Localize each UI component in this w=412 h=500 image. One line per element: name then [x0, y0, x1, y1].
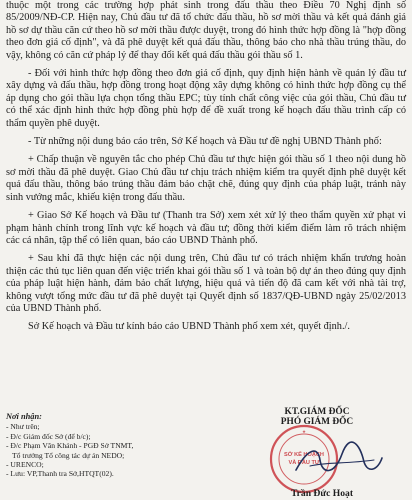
paragraph-6: + Sau khi đã thực hiện các nội dung trên, Chủ đầu tư có trách nhiệm khẩn trương hoàn thiện các thủ tục liên quan đến việc triển khai gói thầu số 1 và toàn bộ dự án theo đúng quy định của pháp luật hiện hành, đảm bảo chất lượng, hiệu quả và tiến độ đã cam kết với nhà tài trợ, không vượt tổng mức đầu tư đã phê duyệt tại Quyết định số 1837/QĐ-UBND ngày 25/02/2013 của UBND Thành phố. — [6, 253, 406, 314]
paragraph-2: - Đối với hình thức hợp đồng theo đơn giá cố định, quy định hiện hành về quản lý đầu tư xây dựng và đấu thầu, hợp đồng trong hoạt động xây dựng không có hình thức hợp đồng cụ thể áp dụng cho gói thầu lựa chọn tổng thầu EPC; tùy tính chất công việc của gói thầu, Chủ đầu tư có thể xác định hình thức hợp đồng phù hợp để đề xuất trong kế hoạch đấu thầu trình cấp có thẩm quyền phê duyệt. — [6, 68, 406, 129]
signer-name: Trần Đức Hoạt — [290, 488, 354, 499]
paragraph-5: + Giao Sở Kế hoạch và Đầu tư (Thanh tra Sở) xem xét xử lý theo thẩm quyền xử phạt vi phạm hành chính trong lĩnh vực kế hoạch và đầu tư; đồng thời kiểm điểm làm rõ trách nhiệm các cá nhân, tập thể có liên quan, báo cáo UBND Thành phố. — [6, 210, 406, 246]
signature-title-2: PHÓ GIÁM ĐỐC — [280, 417, 354, 428]
svg-text:SỞ KẾ HOẠCH: SỞ KẾ HOẠCH — [284, 452, 324, 458]
handwritten-signature — [290, 440, 386, 482]
signature-title-1: KT.GIÁM ĐỐC — [284, 407, 350, 417]
paragraph-7: Sở Kế hoạch và Đầu tư kính báo cáo UBND Thành phố xem xét, quyết định./. — [28, 321, 350, 333]
paragraph-1: thuộc một trong các trường hợp phát sinh trong đấu thầu theo Điều 70 Nghị định số 85/2009/NĐ-CP. Hiện nay, Chủ đầu tư đã tổ chức đấu thầu, hồ sơ mời thầu và kết quả đánh giá hồ sơ dự thầu căn cứ theo hồ sơ mời thầu được duyệt, trong đó hình thức hợp đồng là "hợp đồng theo đơn giá cố định", và đã phê duyệt kết quả đấu thầu, thông báo cho nhà thầu trúng thầu, do vậy, không có căn cứ pháp lý để thay đổi kết quả đấu thầu gói thầu số 1. — [6, 0, 406, 61]
recipient-item: Tổ trưởng Tổ công tác dự án NEDO; — [12, 450, 125, 460]
recipients-block — [6, 412, 216, 479]
recipient-item: - URENCO; — [6, 460, 44, 470]
document-body — [6, 0, 406, 334]
paragraph-3: - Từ những nội dung báo cáo trên, Sở Kế hoạch và Đầu tư đề nghị UBND Thành phố: — [28, 136, 382, 148]
recipients-title: Nơi nhận: — [6, 412, 42, 421]
recipient-item: - Như trên; — [6, 422, 40, 432]
recipient-item: - Lưu: VP,Thanh tra Sở,HTQT(02). — [6, 469, 114, 479]
svg-text:VÀ ĐẦU TƯ: VÀ ĐẦU TƯ — [288, 460, 320, 466]
recipient-item: - Đ/c Giám đốc Sở (để b/c); — [6, 431, 91, 441]
svg-text:★: ★ — [302, 429, 306, 434]
recipient-item: - Đ/c Phạm Văn Khánh - PGĐ Sở TNMT, — [6, 441, 134, 451]
paragraph-4: + Chấp thuận về nguyên tắc cho phép Chủ đầu tư thực hiện gói thầu số 1 theo nội dung hồ sơ mời thầu đã phê duyệt. Giao Chủ đầu tư chịu trách nhiệm kiểm tra quyết định phê duyệt kết quả đấu thầu, thông báo trúng thầu đảm bảo chặt chẽ, đúng quy định của pháp luật, tránh này sinh vướng mắc, khiếu kiện trong đấu thầu. — [6, 154, 406, 203]
